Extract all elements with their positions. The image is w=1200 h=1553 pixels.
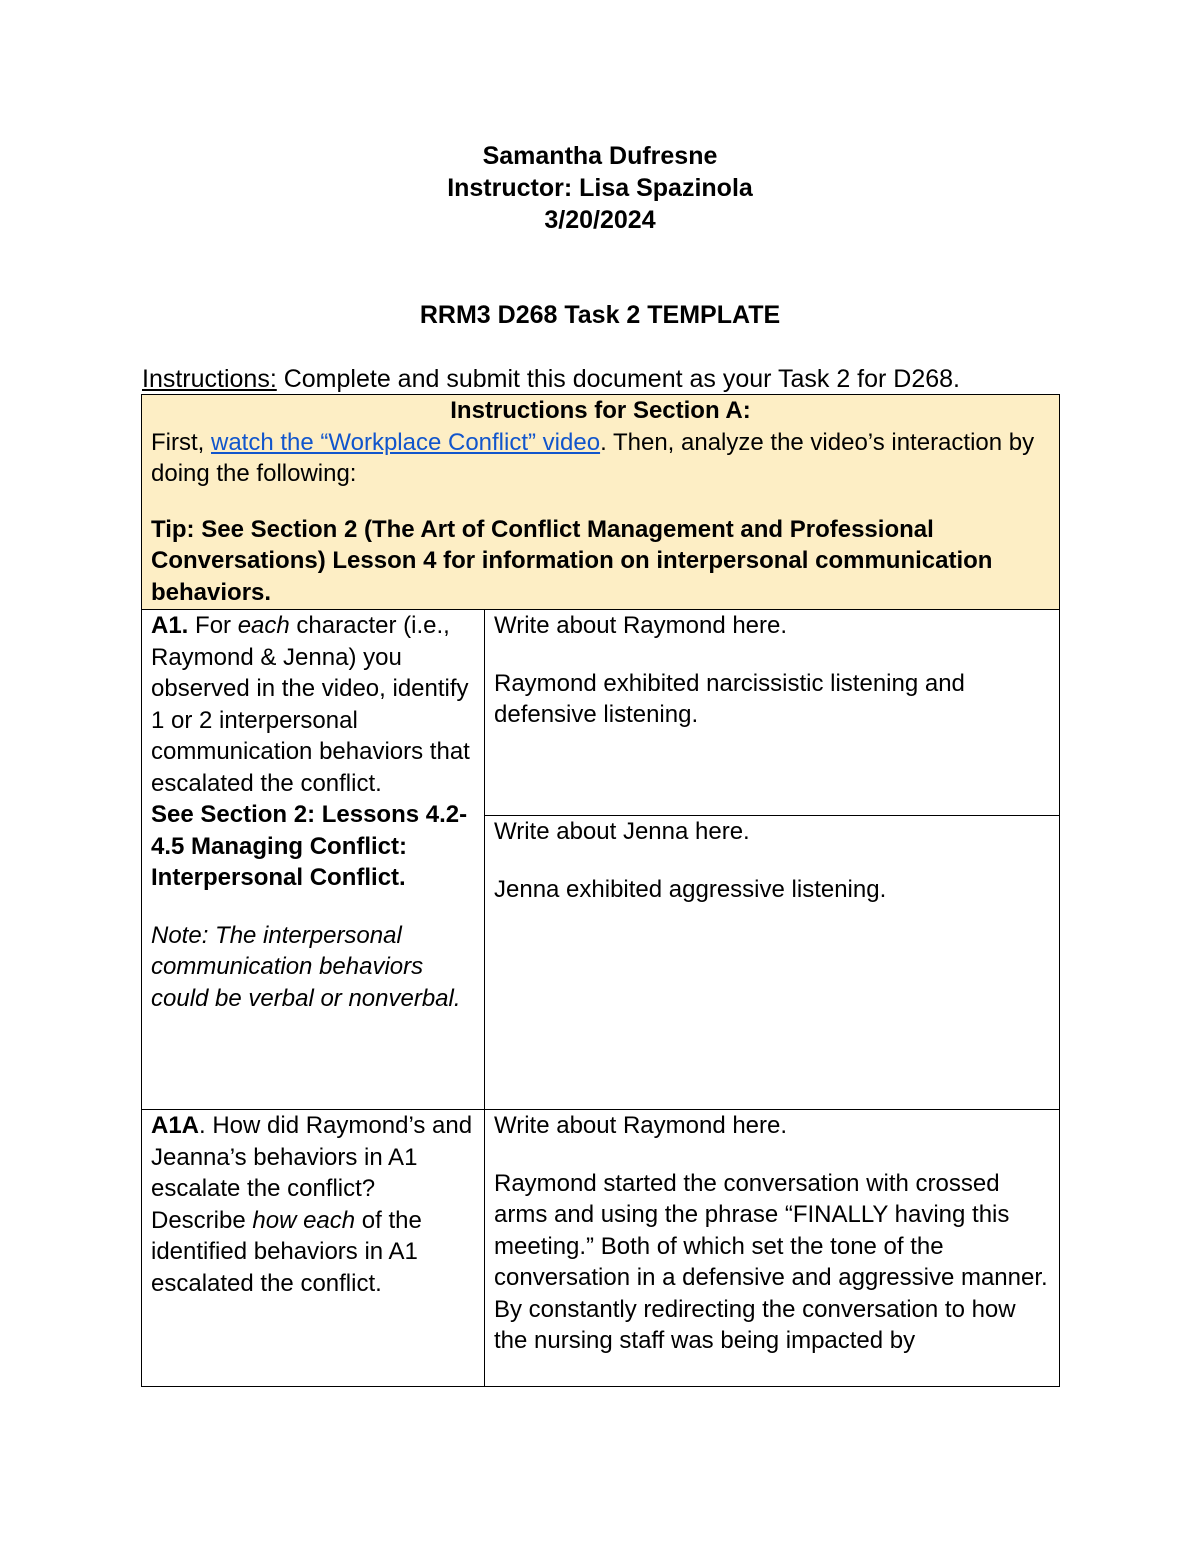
a1-prompt-part-2: character (i.e., Raymond & Jenna) you observed in the video, identify 1 or 2 interpersonal communication behaviors that escalated the conflict. [151,612,470,797]
a1-prompt-part-1: For [188,612,238,639]
a1-raymond-cell[interactable] [485,610,1060,816]
instructor-name: Instructor: Lisa Spazinola [447,174,753,202]
intro-before: First, [151,428,211,456]
a1-raymond-answer: Raymond exhibited narcissistic listening and defensive listening. [494,669,965,728]
a1a-prompt-cell [142,1110,485,1387]
author-name: Samantha Dufresne [482,142,718,170]
a1a-prompt [151,1110,475,1299]
a1-prompt-emphasis: each [237,612,290,639]
a1a-raymond-answer-1: Raymond started the conversation with crossed arms and using the phrase “FINALLY having this meeting.” Both of which set the tone of the conversation in a defensive and aggressive manner. [494,1169,1048,1291]
intro-after: . Then, analyze the video’s interaction by doing the following: [151,428,1035,487]
a1a-label: A1A [151,1112,200,1139]
document-date: 3/20/2024 [544,206,656,234]
a1a-raymond-cell[interactable] [485,1110,1060,1387]
a1-row-raymond [142,610,1060,816]
a1-prompt-cell [142,610,485,1110]
document-header [0,140,1200,236]
section-a-intro [151,427,1050,490]
a1-jenna-cell[interactable] [485,816,1060,1110]
instructions-line [142,363,960,395]
a1-label: A1. [151,612,189,639]
workplace-conflict-video-link[interactable]: watch the “Workplace Conflict” video [211,428,601,456]
a1a-raymond-answer-2: By constantly redirecting the conversation to how the nursing staff was being impacted by [494,1295,1016,1354]
a1-note: Note: The interpersonal communication behaviors could be verbal or nonverbal. [151,921,461,1012]
a1-raymond-prompt: Write about Raymond here. [494,612,788,639]
section-a-heading: Instructions for Section A: [450,397,751,424]
instructions-label: Instructions: [142,365,277,393]
section-a-tip: Tip: See Section 2 (The Art of Conflict Management and Professional Conversations) Lesson 4 for information on interpersonal communication behaviors. [151,515,993,606]
a1-see-section: See Section 2: Lessons 4.2-4.5 Managing Conflict: Interpersonal Conflict. [151,801,468,891]
a1a-row [142,1110,1060,1387]
document-title: RRM3 D268 Task 2 TEMPLATE [419,301,781,329]
a1-prompt [151,610,475,799]
a1a-raymond-prompt: Write about Raymond here. [494,1112,788,1139]
a1a-prompt-part-1: . How did Raymond’s and Jeanna’s behaviors in A1 escalate the conflict? Describe [151,1112,473,1234]
section-a-instructions [142,395,1060,610]
a1-jenna-answer: Jenna exhibited aggressive listening. [494,875,887,903]
a1a-prompt-emphasis: how each [252,1206,356,1234]
a1-jenna-prompt: Write about Jenna here. [494,818,750,845]
section-a-row [142,395,1060,610]
task-table [141,394,1060,1387]
a1a-prompt-part-2: of the identified behaviors in A1 escalated the conflict. [151,1206,422,1297]
instructions-text: Complete and submit this document as your Task 2 for D268. [276,365,960,393]
